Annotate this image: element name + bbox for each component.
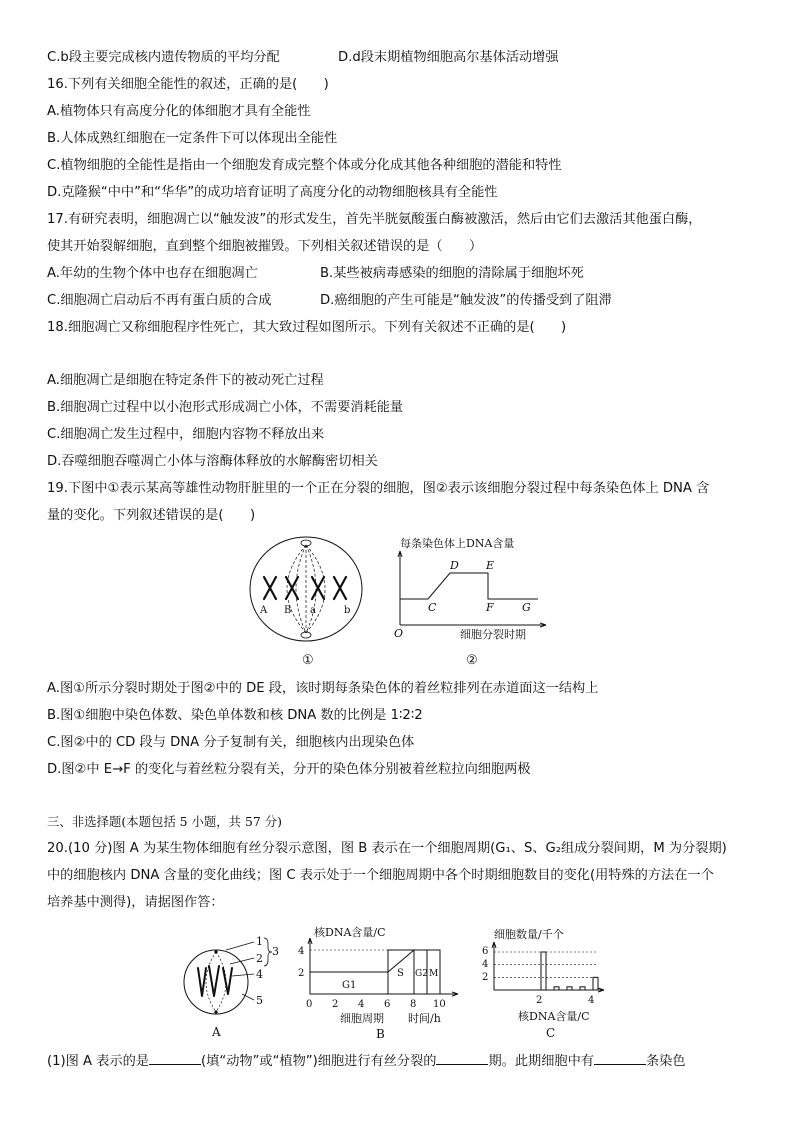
- figC-ylabel: 细胞数量/千个: [494, 928, 564, 941]
- figA-label-5: 5: [256, 994, 263, 1007]
- fig2-point-D: D: [450, 559, 459, 572]
- q16-stem: 16.下列有关细胞全能性的叙述，正确的是( ): [47, 77, 329, 92]
- figB-xtick-4: 4: [358, 999, 365, 1010]
- q19-option-d: D.图②中 E→F 的变化与着丝粒分裂有关，分开的染色体分别被着丝粒拉向细胞两极: [47, 762, 531, 777]
- q15-option-d: D.d段末期植物细胞高尔基体活动增强: [338, 50, 559, 65]
- answer-blank-phase[interactable]: [436, 1052, 488, 1065]
- q17-option-d: D.癌细胞的产生可能是“触发波”的传播受到了阻滞: [320, 293, 612, 308]
- q18-option-b: B.细胞凋亡过程中以小泡形式形成凋亡小体，不需要消耗能量: [47, 400, 404, 415]
- fig2-ylabel: 每条染色体上DNA含量: [400, 537, 515, 550]
- figB-xtick-2: 2: [332, 999, 339, 1010]
- figB-ylabel: 核DNA含量/C: [314, 926, 386, 939]
- q19-figure-1-cell: [246, 533, 366, 669]
- figC-bar-3: [567, 987, 572, 990]
- section-3-title: 三、非选择题(本题包括 5 小题，共 57 分): [47, 814, 282, 829]
- q19-stem-line-2: 量的变化。下列叙述错误的是( ): [47, 508, 256, 523]
- q17-stem-line-2: 使其开始裂解细胞，直到整个细胞被摧毁。下列相关叙述错误的是（ ）: [47, 239, 483, 254]
- q19-option-c: C.图②中的 CD 段与 DNA 分子复制有关，细胞核内出现染色体: [47, 735, 415, 750]
- figure-2-caption: ②: [466, 653, 478, 668]
- label-b: b: [344, 605, 351, 616]
- figB-y-guides: [310, 950, 388, 972]
- label-a: a: [310, 605, 316, 616]
- q17-option-a: A.年幼的生物个体中也存在细胞凋亡: [47, 266, 258, 281]
- figA-label-4: 4: [256, 968, 263, 981]
- figC-ytick-4: 4: [482, 959, 489, 970]
- figB-phase-S: S: [397, 968, 404, 979]
- answer-blank-chromosome-count[interactable]: [594, 1052, 646, 1065]
- figC-ytick-2: 2: [482, 972, 489, 983]
- figC-bar-4: [593, 977, 598, 990]
- figB-phase-G2: G2: [415, 969, 428, 979]
- q16-option-d: D.克隆猴“中中”和“华华”的成功培育证明了高度分化的动物细胞核具有全能性: [47, 185, 498, 200]
- figC-bar-2: [541, 952, 546, 990]
- figC-caption: C: [546, 1026, 556, 1040]
- figC-xtick-2: 2: [536, 995, 543, 1006]
- figB-xlabel-time: 时间/h: [408, 1012, 441, 1025]
- figC-bar-2.5: [554, 987, 559, 990]
- figB-x-tick-labels: [306, 999, 446, 1010]
- figB-xtick-6: 6: [384, 999, 391, 1010]
- chromosomes: [264, 577, 346, 599]
- figA-label-1: 1: [256, 935, 263, 948]
- q16-option-a: A.植物体只有高度分化的体细胞才具有全能性: [47, 104, 311, 119]
- figA-caption: A: [212, 1025, 221, 1039]
- q20-sub-question-1: [47, 1052, 758, 1071]
- fig2-point-E: E: [486, 559, 495, 572]
- q20-figure-b-graph: [292, 924, 470, 1044]
- q16-option-c: C.植物细胞的全能性是指由一个细胞发育成完整个体或分化成其他各种细胞的潜能和特性: [47, 158, 562, 173]
- figC-xlabel: 核DNA含量/C: [518, 1010, 590, 1023]
- figC-xtick-4: 4: [588, 995, 595, 1006]
- q19-option-b: B.图①细胞中染色体数、染色单体数和核 DNA 数的比例是 1∶2∶2: [47, 708, 423, 723]
- q20-q1-text-2: (填“动物”或“植物”)细胞进行有丝分裂的: [201, 1054, 437, 1069]
- figB-xlabel-cycle: 细胞周期: [340, 1012, 384, 1025]
- fig2-point-F: F: [486, 601, 494, 614]
- q20-line-3: 培养基中测得)，请据图作答：: [47, 895, 224, 910]
- q16-option-b: B.人体成熟红细胞在一定条件下可以体现出全能性: [47, 131, 338, 146]
- q19-figure-2-graph: [388, 537, 552, 669]
- q18-stem: 18.细胞凋亡又称细胞程序性死亡，其大致过程如图所示。下列有关叙述不正确的是( ): [47, 320, 567, 335]
- q20-q1-text-3: 期。此期细胞中有: [488, 1054, 594, 1069]
- q20-q1-text-4: 条染色: [645, 1054, 686, 1069]
- q20-figure-c-chart: [478, 924, 618, 1044]
- fig2-point-C: C: [428, 601, 437, 614]
- q18-option-c: C.细胞凋亡发生过程中，细胞内容物不释放出来: [47, 427, 325, 442]
- q17-option-b: B.某些被病毒感染的细胞的清除属于细胞坏死: [320, 266, 584, 281]
- fig2-curve: [400, 573, 538, 599]
- figure-1-caption: ①: [302, 653, 314, 668]
- figB-xtick-0: 0: [306, 999, 313, 1010]
- q20-line-2: 中的细胞核内 DNA 含量的变化曲线；图 C 表示处于一个细胞周期中各个时期细胞数目的变化(用特殊的方法在一个: [47, 868, 714, 883]
- q20-line-1: 20.(10 分)图 A 为某生物体细胞有丝分裂示意图，图 B 表示在一个细胞周期(G₁、S、G₂组成分裂间期，M 为分裂期): [47, 841, 727, 856]
- figA-centriole-bottom: [214, 1010, 217, 1013]
- q19-option-a: A.图①所示分裂时期处于图②中的 DE 段，该时期每条染色体的着丝粒排列在赤道面这一结构上: [47, 681, 599, 696]
- figB-ytick-2: 2: [298, 968, 305, 979]
- figB-phase-M: M: [429, 969, 439, 979]
- label-B: B: [284, 605, 292, 616]
- figA-leader-lines: [226, 942, 254, 1000]
- figA-label-3: 3: [272, 945, 279, 958]
- q15-option-c: C.b段主要完成核内遗传物质的平均分配: [47, 50, 280, 65]
- figA-centriole-top: [214, 950, 217, 953]
- label-A: A: [260, 605, 268, 616]
- figC-bar-3.5: [580, 987, 585, 990]
- q19-stem-line-1: 19.下图中①表示某高等雄性动物肝脏里的一个正在分裂的细胞，图②表示该细胞分裂过程中每条染色体上 DNA 含: [47, 481, 710, 496]
- q17-option-c: C.细胞凋亡启动后不再有蛋白质的合成: [47, 293, 272, 308]
- figA-brace: [264, 938, 272, 966]
- figC-ytick-6: 6: [482, 946, 489, 957]
- fig2-xlabel: 细胞分裂时期: [460, 628, 526, 641]
- q17-stem-line-1: 17.有研究表明，细胞凋亡以“触发波”的形式发生，首先半胱氨酸蛋白酶被激活，然后由它们去激活其他蛋白酶，: [47, 212, 702, 227]
- figB-xtick-8: 8: [410, 999, 417, 1010]
- q18-option-d: D.吞噬细胞吞噬凋亡小体与溶酶体释放的水解酶密切相关: [47, 454, 378, 469]
- figB-y-tick-labels: [298, 946, 304, 979]
- q18-option-a: A.细胞凋亡是细胞在特定条件下的被动死亡过程: [47, 373, 324, 388]
- figB-phase-G1: G1: [342, 980, 357, 991]
- fig2-point-G: G: [522, 601, 531, 614]
- figA-label-2: 2: [256, 952, 263, 965]
- answer-blank-cell-type[interactable]: [149, 1052, 201, 1065]
- fig2-origin: O: [394, 627, 404, 640]
- figC-bars: [541, 952, 598, 990]
- figB-caption: B: [376, 1027, 385, 1041]
- figB-xtick-10: 10: [433, 999, 446, 1010]
- q20-figure-a-cell: [176, 930, 280, 1042]
- figA-chromosomes: [198, 966, 232, 996]
- q20-q1-text-1: (1)图 A 表示的是: [47, 1054, 150, 1069]
- figB-ytick-4: 4: [298, 946, 305, 957]
